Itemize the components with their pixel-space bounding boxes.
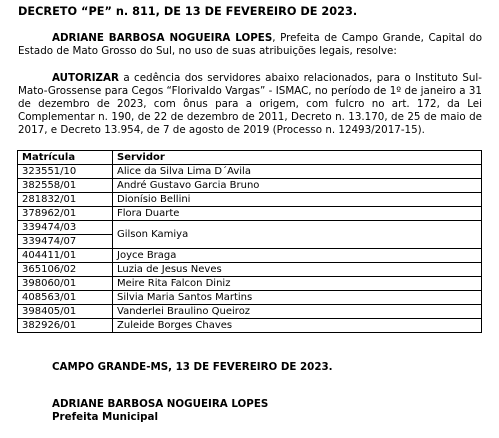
servidor-cell: Alice da Silva Lima D´Avila	[113, 165, 482, 179]
matricula-cell: 404411/01	[18, 249, 113, 263]
servidor-cell: Dionísio Bellini	[113, 193, 482, 207]
table-row	[18, 207, 482, 221]
matricula-cell: 281832/01	[18, 193, 113, 207]
table-row	[18, 319, 482, 333]
matricula-cell: 323551/10	[18, 165, 113, 179]
matricula-cell: 382558/01	[18, 179, 113, 193]
servidor-cell: Flora Duarte	[113, 207, 482, 221]
servidor-cell: Meire Rita Falcon Diniz	[113, 277, 482, 291]
table-row	[18, 165, 482, 179]
servers-table	[17, 150, 482, 333]
servidor-cell: Gilson Kamiya	[113, 221, 482, 249]
matricula-cell: 398405/01	[18, 305, 113, 319]
matricula-cell: 378962/01	[18, 207, 113, 221]
signer-name: ADRIANE BARBOSA NOGUEIRA LOPES	[52, 398, 269, 410]
table-row	[18, 291, 482, 305]
table-row	[18, 221, 482, 235]
decree-title: DECRETO “PE” n. 811, DE 13 DE FEVEREIRO DE 2023.	[18, 5, 358, 18]
matricula-cell: 382926/01	[18, 319, 113, 333]
table-row	[18, 305, 482, 319]
article-verb: AUTORIZAR	[52, 72, 119, 84]
signer-role: Prefeita Municipal	[52, 411, 158, 423]
table-row	[18, 277, 482, 291]
preamble-paragraph	[18, 32, 482, 58]
preamble-text: , Prefeita de Campo Grande, Capital do Estado de Mato Grosso do Sul, no uso de suas atribuições legais, resolve:	[18, 32, 482, 57]
table-row	[18, 193, 482, 207]
table-row	[18, 179, 482, 193]
place-date: CAMPO GRANDE-MS, 13 DE FEVEREIRO DE 2023.	[52, 361, 333, 373]
article-text: a cedência dos servidores abaixo relacionados, para o Instituto Sul-Mato-Grossense para Cegos “Florivaldo Vargas” - ISMAC, no período de 1º de janeiro a 31 de dezembro de 2023, com ônus para a origem, com fulcro no art. 172, da Lei Complementar n. 190, de 22 de dezembro de 2011, Decreto n. 13.170, de 25 de maio de 2017, e Decreto 13.954, de 7 de agosto de 2019 (Processo n. 12493/2017-15).	[18, 72, 482, 136]
servidor-cell: Joyce Braga	[113, 249, 482, 263]
matricula-cell: 408563/01	[18, 291, 113, 305]
servidor-cell: André Gustavo Garcia Bruno	[113, 179, 482, 193]
table-header-row	[18, 151, 482, 165]
matricula-cell: 398060/01	[18, 277, 113, 291]
servidor-cell: Luzia de Jesus Neves	[113, 263, 482, 277]
header-matricula: Matrícula	[18, 151, 113, 165]
matricula-cell: 339474/03	[18, 221, 113, 235]
servidor-cell: Vanderlei Braulino Queiroz	[113, 305, 482, 319]
table-row	[18, 249, 482, 263]
article-paragraph	[18, 72, 482, 137]
matricula-cell: 339474/07	[18, 235, 113, 249]
mayor-name: ADRIANE BARBOSA NOGUEIRA LOPES	[52, 32, 273, 44]
servidor-cell: Zuleide Borges Chaves	[113, 319, 482, 333]
servidor-cell: Silvia Maria Santos Martins	[113, 291, 482, 305]
matricula-cell: 365106/02	[18, 263, 113, 277]
table-row	[18, 263, 482, 277]
header-servidor: Servidor	[113, 151, 482, 165]
